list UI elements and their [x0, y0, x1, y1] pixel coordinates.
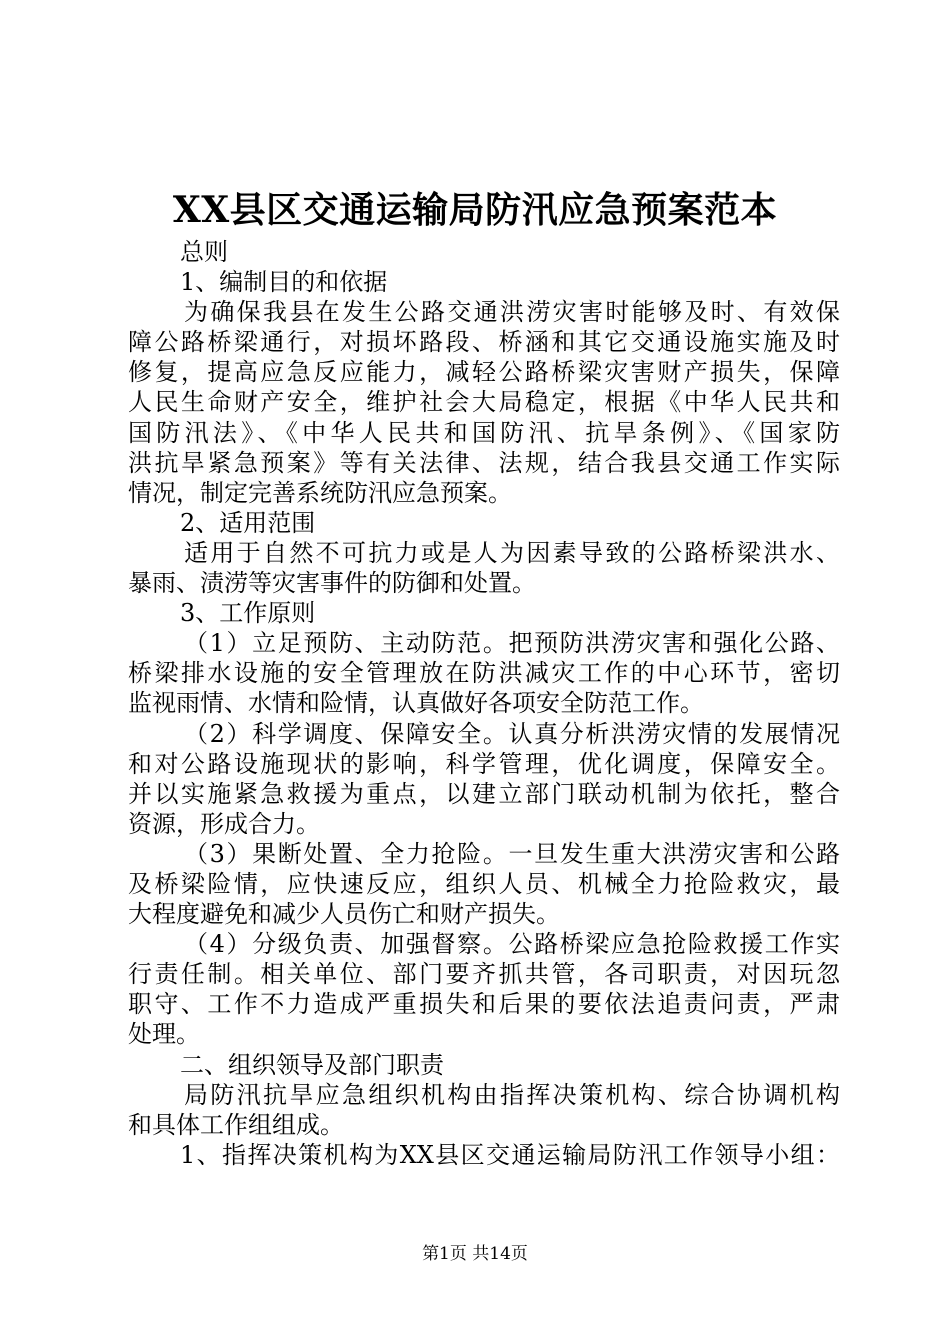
page-number: 第1页 共14页	[422, 1244, 528, 1264]
document-title: XX县区交通运输局防汛应急预案范本	[172, 189, 778, 231]
paragraph-line: 资源，形成合力。	[128, 809, 320, 838]
paragraph-line: 局防汛抗旱应急组织机构由指挥决策机构、综合协调机构	[184, 1080, 840, 1109]
paragraph-line: 情况，制定完善系统防汛应急预案。	[128, 478, 512, 507]
paragraph-line: 障公路桥梁通行，对损坏路段、桥涵和其它交通设施实施及时	[128, 328, 840, 357]
document-body	[128, 237, 840, 1170]
paragraph-line: （2）科学调度、保障安全。认真分析洪涝灾情的发展情况	[184, 719, 840, 748]
paragraph-line: 修复，提高应急反应能力，减轻公路桥梁灾害财产损失，保障	[128, 358, 840, 387]
section-heading: 二、组织领导及部门职责	[180, 1050, 444, 1079]
paragraph-line: 洪抗旱紧急预案》等有关法律、法规，结合我县交通工作实际	[128, 448, 840, 477]
paragraph-line: 和对公路设施现状的影响，科学管理，优化调度，保障安全。	[128, 749, 840, 778]
paragraph-line: 监视雨情、水情和险情，认真做好各项安全防范工作。	[128, 689, 704, 718]
paragraph-line: 及桥梁险情，应快速反应，组织人员、机械全力抢险救灾，最	[128, 869, 840, 898]
subsection-heading: 3、工作原则	[180, 599, 316, 628]
subsection-heading: 1、编制目的和依据	[180, 268, 388, 297]
paragraph-line: 为确保我县在发生公路交通洪涝灾害时能够及时、有效保	[184, 298, 840, 327]
subsection-heading: 2、适用范围	[180, 508, 316, 537]
paragraph-line: 处理。	[128, 1020, 200, 1049]
paragraph-line: 1、指挥决策机构为XX县区交通运输局防汛工作领导小组：	[180, 1140, 840, 1169]
paragraph-line: 职守、工作不力造成严重损失和后果的要依法追责问责，严肃	[128, 990, 840, 1019]
paragraph-line: （4）分级负责、加强督察。公路桥梁应急抢险救援工作实	[184, 930, 840, 959]
paragraph-line: 并以实施紧急救援为重点，以建立部门联动机制为依托，整合	[128, 779, 840, 808]
paragraph-line: （3）果断处置、全力抢险。一旦发生重大洪涝灾害和公路	[184, 839, 840, 868]
paragraph-line: 大程度避免和减少人员伤亡和财产损失。	[128, 900, 560, 929]
section-heading: 总则	[180, 238, 228, 266]
paragraph-line: 适用于自然不可抗力或是人为因素导致的公路桥梁洪水、	[184, 538, 840, 567]
paragraph-line: 国防汛法》、《中华人民共和国防汛、抗旱条例》、《国家防	[128, 418, 840, 447]
paragraph-line: 人民生命财产安全，维护社会大局稳定，根据《中华人民共和	[128, 388, 840, 417]
paragraph-line: 桥梁排水设施的安全管理放在防洪减灾工作的中心环节，密切	[128, 659, 840, 688]
paragraph-line: （1）立足预防、主动防范。把预防洪涝灾害和强化公路、	[184, 629, 840, 658]
paragraph-line: 暴雨、渍涝等灾害事件的防御和处置。	[128, 569, 536, 598]
paragraph-line: 行责任制。相关单位、部门要齐抓共管，各司职责，对因玩忽	[128, 960, 840, 989]
paragraph-line: 和具体工作组组成。	[128, 1110, 344, 1139]
